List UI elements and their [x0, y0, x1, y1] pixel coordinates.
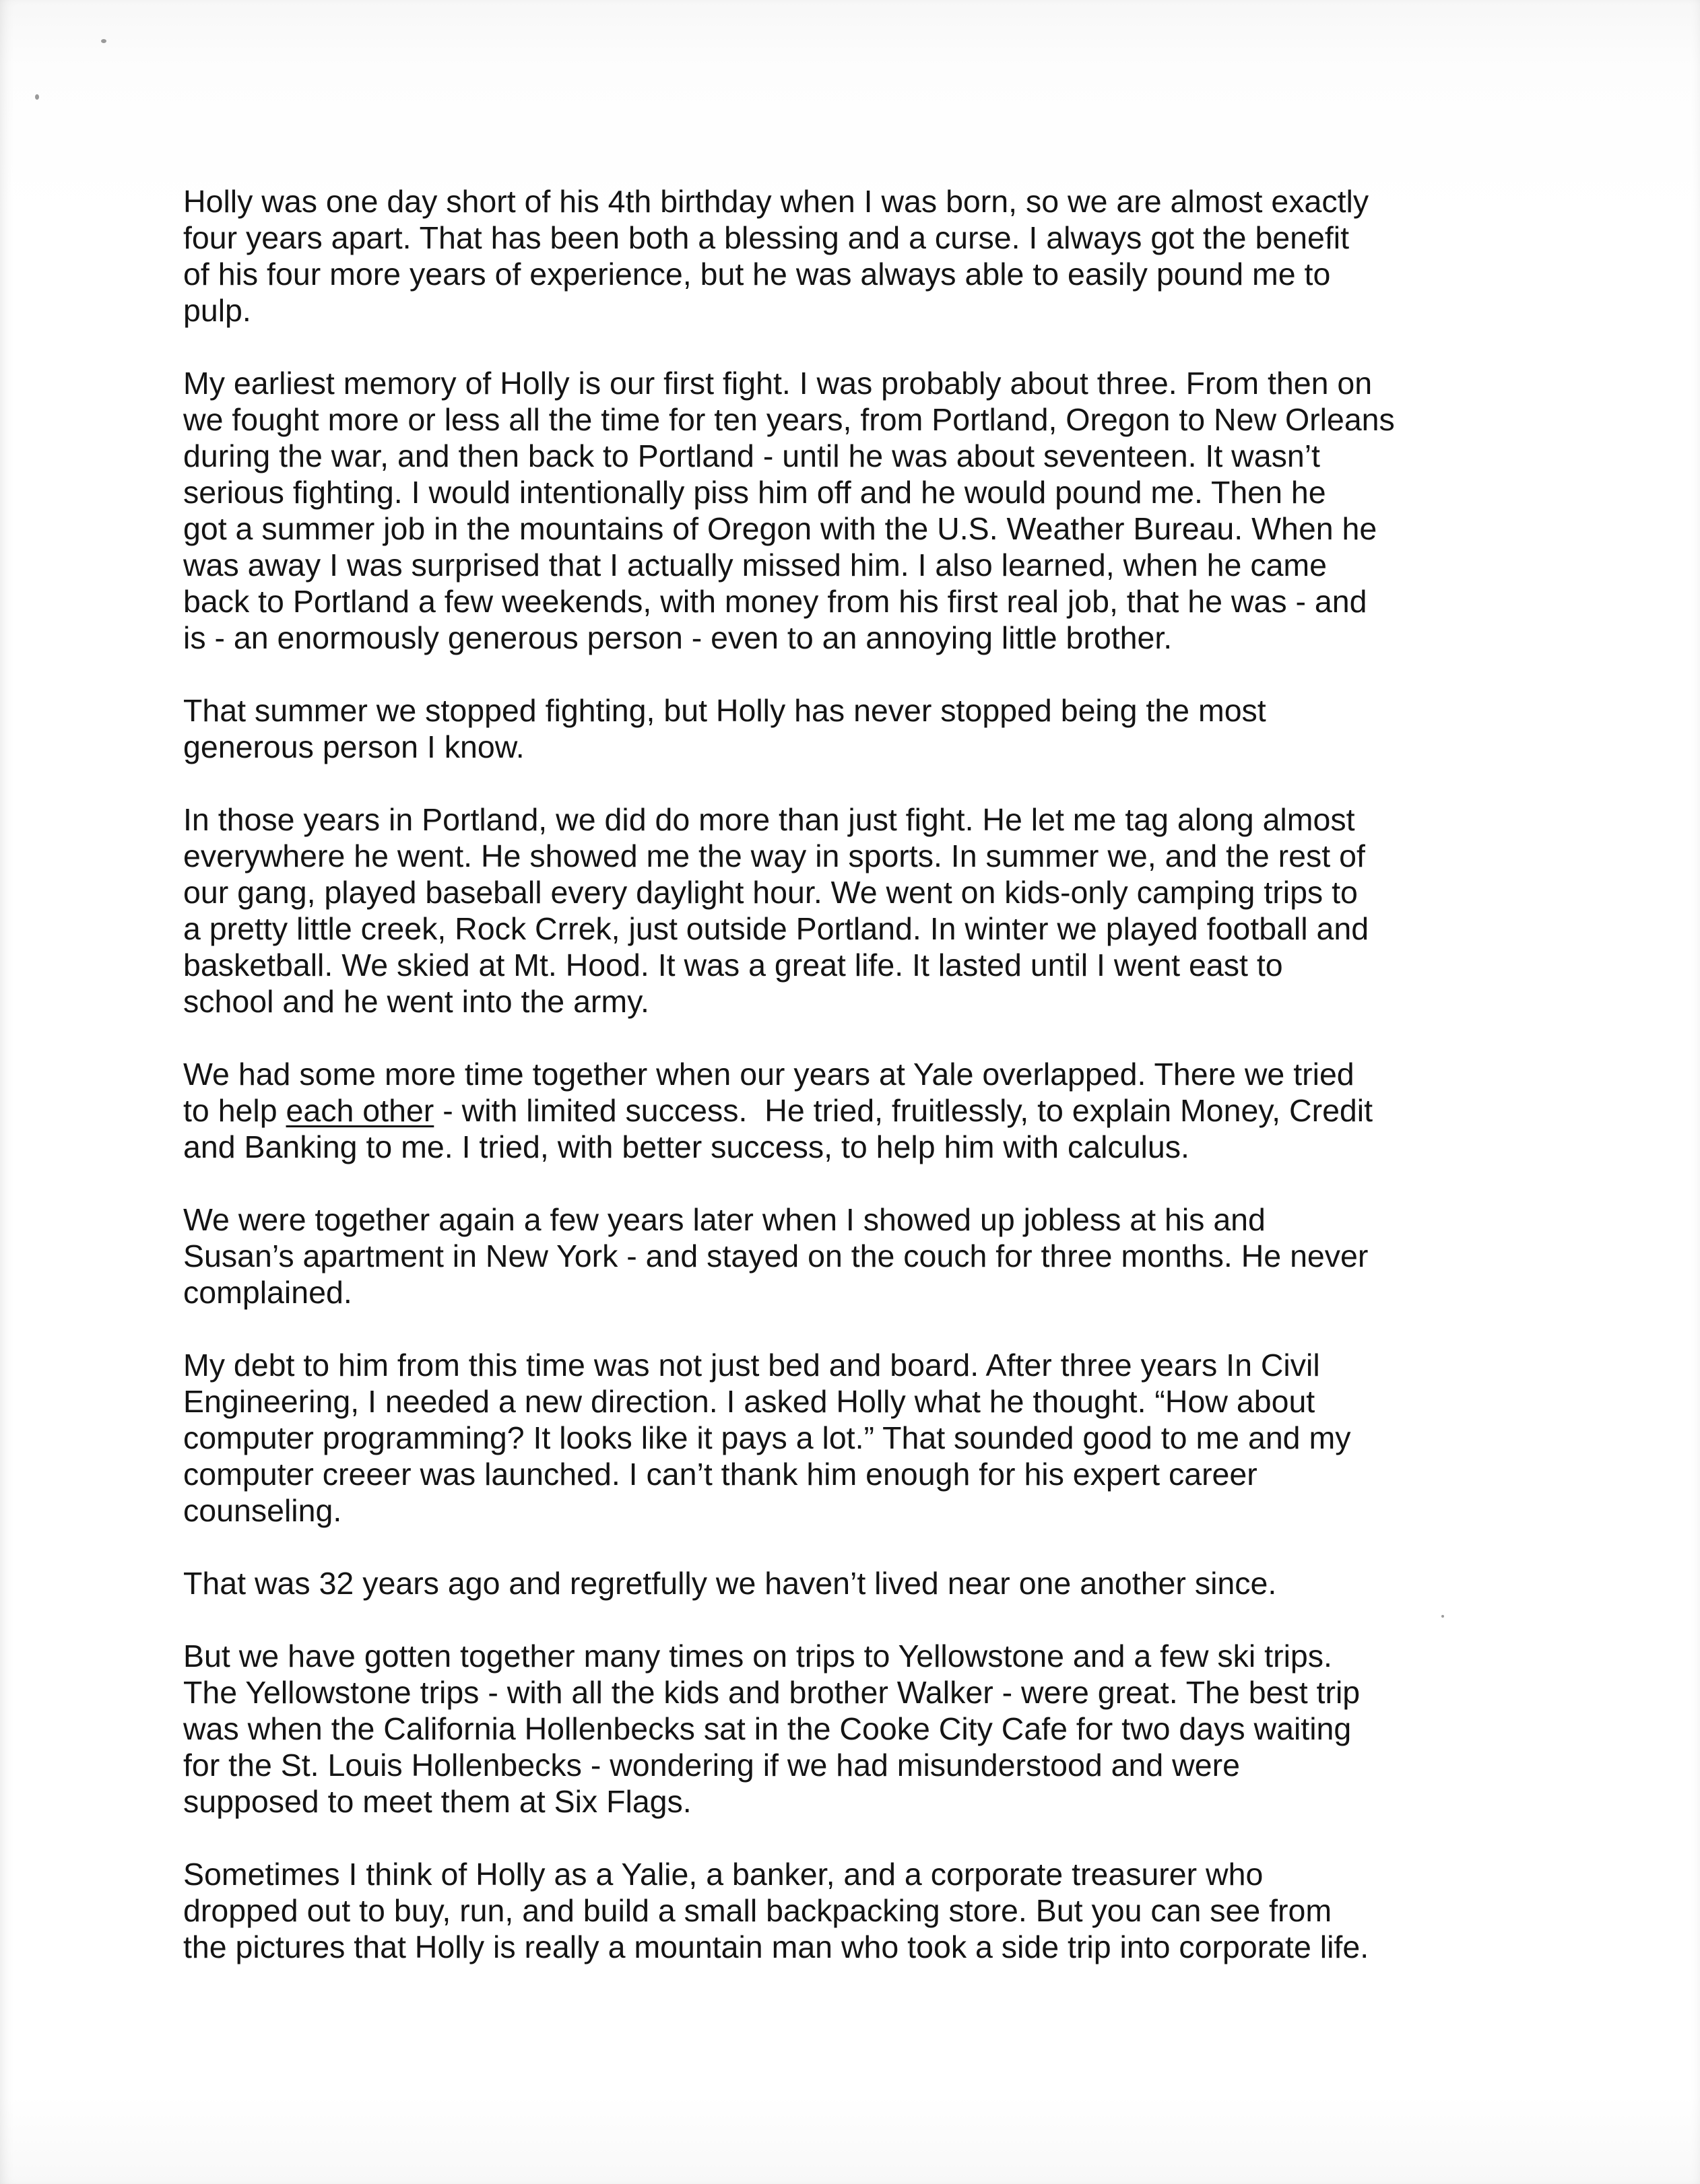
text-line: That was 32 years ago and regretfully we haven’t lived near one another since.	[183, 1566, 1277, 1601]
text-line	[183, 1092, 1530, 1129]
text-run: - with limited success. He tried, fruitlessly, to explain Money, Credit	[434, 1093, 1373, 1128]
paragraph-1	[183, 183, 1530, 329]
text-line: four years apart. That has been both a blessing and a curse. I always got the benefit	[183, 220, 1350, 255]
text-line: pulp.	[183, 293, 251, 328]
text-line: of his four more years of experience, but he was always able to easily pound me to	[183, 257, 1331, 292]
text-line: for the St. Louis Hollenbecks - wondering if we had misunderstood and were	[183, 1748, 1240, 1783]
text-line: computer programming? It looks like it pays a lot.” That sounded good to me and my	[183, 1420, 1351, 1455]
text-line: My debt to him from this time was not just bed and board. After three years In Civil	[183, 1348, 1320, 1383]
text-line: computer creeer was launched. I can’t thank him enough for his expert career	[183, 1457, 1257, 1492]
text-line: dropped out to buy, run, and build a small backpacking store. But you can see from	[183, 1893, 1332, 1928]
text-line: basketball. We skied at Mt. Hood. It was a great life. It lasted until I went east to	[183, 948, 1283, 983]
letter-body	[183, 183, 1530, 1965]
paragraph-7	[183, 1347, 1530, 1529]
text-line: supposed to meet them at Six Flags.	[183, 1784, 692, 1819]
paragraph-4	[183, 801, 1530, 1020]
text-line: school and he went into the army.	[183, 984, 649, 1019]
text-line: We were together again a few years later when I showed up jobless at his and	[183, 1202, 1266, 1237]
text-line: Susan’s apartment in New York - and stayed on the couch for three months. He never	[183, 1238, 1369, 1273]
text-line: In those years in Portland, we did do more than just fight. He let me tag along almost	[183, 802, 1355, 837]
text-line: was when the California Hollenbecks sat in the Cooke City Cafe for two days waiting	[183, 1711, 1352, 1746]
text-line: back to Portland a few weekends, with money from his first real job, that he was - and	[183, 584, 1367, 619]
paragraph-2	[183, 365, 1530, 656]
text-line: My earliest memory of Holly is our first fight. I was probably about three. From then on	[183, 366, 1373, 401]
paragraph-10	[183, 1856, 1530, 1965]
text-line: Holly was one day short of his 4th birthday when I was born, so we are almost exactly	[183, 184, 1369, 219]
paragraph-5	[183, 1056, 1530, 1165]
paragraph-3	[183, 692, 1530, 765]
text-line: complained.	[183, 1275, 352, 1310]
text-line: Engineering, I needed a new direction. I asked Holly what he thought. “How about	[183, 1384, 1315, 1419]
text-run: to help	[183, 1093, 286, 1128]
text-line: That summer we stopped fighting, but Holly has never stopped being the most	[183, 693, 1266, 728]
text-line: counseling.	[183, 1493, 342, 1528]
text-line: during the war, and then back to Portland - until he was about seventeen. It wasn’t	[183, 438, 1320, 473]
text-line: serious fighting. I would intentionally piss him off and he would pound me. Then he	[183, 475, 1326, 510]
text-line: The Yellowstone trips - with all the kids and brother Walker - were great. The best trip	[183, 1675, 1361, 1710]
text-line: a pretty little creek, Rock Crrek, just outside Portland. In winter we played football and	[183, 911, 1369, 946]
paragraph-9	[183, 1638, 1530, 1820]
paragraph-8	[183, 1565, 1530, 1601]
text-line: the pictures that Holly is really a mountain man who took a side trip into corporate life.	[183, 1929, 1369, 1964]
text-line: is - an enormously generous person - even to an annoying little brother.	[183, 620, 1173, 655]
text-line: everywhere he went. He showed me the way in sports. In summer we, and the rest of	[183, 838, 1365, 873]
paragraph-6	[183, 1201, 1530, 1311]
text-line: we fought more or less all the time for ten years, from Portland, Oregon to New Orleans	[183, 402, 1395, 437]
text-line: But we have gotten together many times on trips to Yellowstone and a few ski trips.	[183, 1639, 1332, 1674]
scan-speck	[35, 94, 39, 100]
text-line: was away I was surprised that I actually missed him. I also learned, when he came	[183, 548, 1328, 583]
text-line: our gang, played baseball every daylight hour. We went on kids-only camping trips to	[183, 875, 1358, 910]
text-line: Sometimes I think of Holly as a Yalie, a banker, and a corporate treasurer who	[183, 1857, 1264, 1892]
text-line: and Banking to me. I tried, with better success, to help him with calculus.	[183, 1129, 1189, 1164]
underlined-phrase: each other	[286, 1093, 434, 1128]
text-line: We had some more time together when our years at Yale overlapped. There we tried	[183, 1057, 1354, 1092]
scan-speck	[101, 39, 106, 43]
text-line: got a summer job in the mountains of Oregon with the U.S. Weather Bureau. When he	[183, 511, 1377, 546]
text-line: generous person I know.	[183, 729, 525, 764]
